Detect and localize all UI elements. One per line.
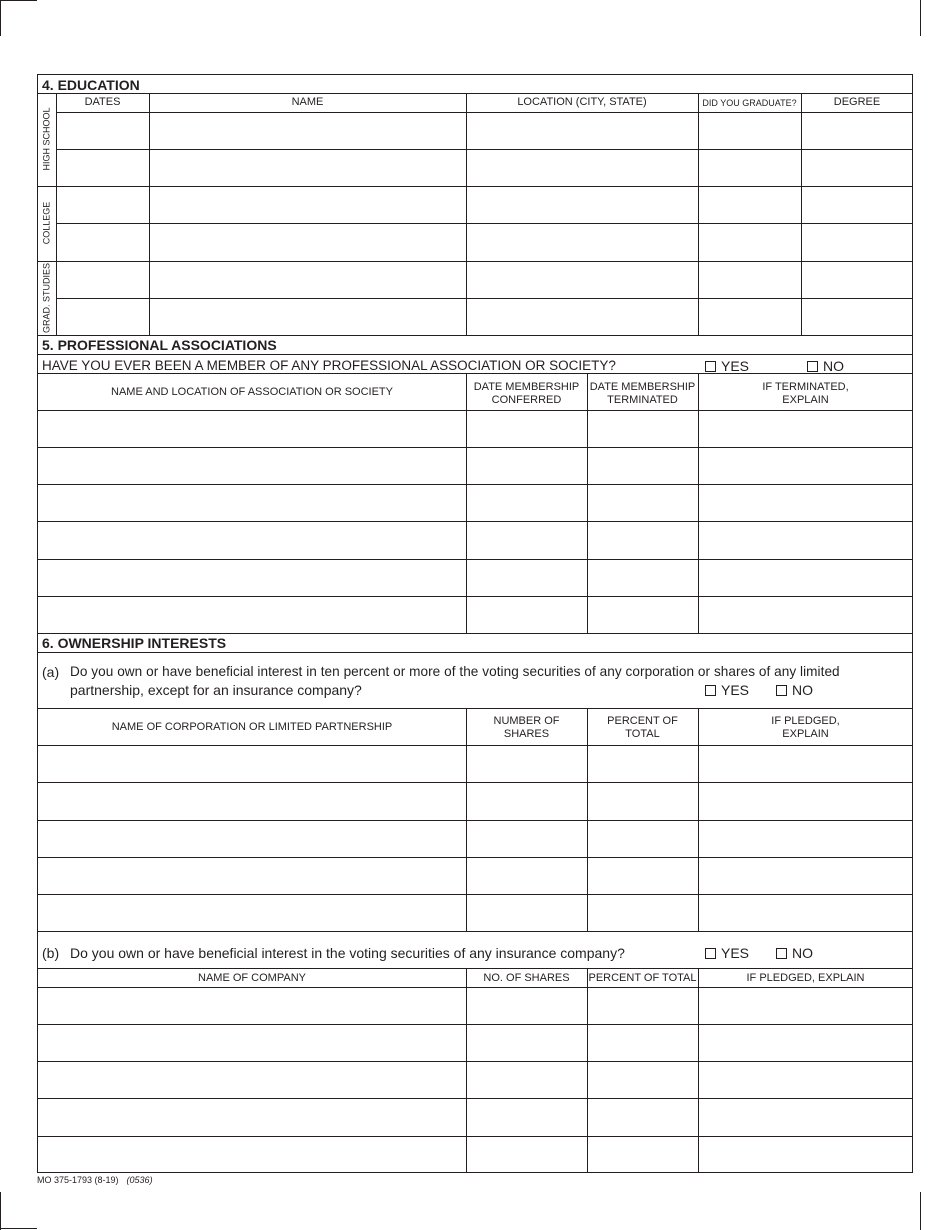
yes-label: YES	[721, 358, 750, 374]
yes-checkbox[interactable]	[705, 948, 716, 959]
header-date-conferred-line1: DATE MEMBERSHIP	[473, 381, 580, 393]
company-row[interactable]	[39, 1025, 912, 1061]
header-if-pledged-line2: EXPLAIN	[782, 728, 829, 740]
header-corporation-name: NAME OF CORPORATION OR LIMITED PARTNERSHIP	[111, 721, 393, 733]
header-no-of-shares: NO. OF SHARES	[483, 972, 570, 984]
form-footer	[37, 1175, 153, 1185]
form-number: MO 375-1793 (8-19)	[37, 1175, 119, 1185]
header-date-terminated-line2: TERMINATED	[607, 394, 678, 406]
crop-mark	[920, 1192, 921, 1230]
no-label: NO	[792, 945, 813, 961]
section-6-title: 6. OWNERSHIP INTERESTS	[42, 635, 227, 651]
association-row[interactable]	[39, 522, 912, 559]
ownership-a-line1: Do you own or have beneficial interest in ten percent or more of the voting securities of any corporation or shares of any limited	[70, 664, 840, 679]
no-label: NO	[823, 358, 844, 374]
yes-checkbox[interactable]	[705, 361, 716, 372]
header-date-conferred-line2: CONFERRED	[491, 394, 562, 406]
company-row[interactable]	[39, 1137, 912, 1173]
ownership-b-question: Do you own or have beneficial interest in the voting securities of any insurance company?	[70, 945, 625, 961]
header-date-conferred	[466, 381, 587, 407]
corporation-row[interactable]	[39, 858, 912, 894]
yes-label: YES	[721, 682, 750, 698]
education-row[interactable]	[57, 262, 912, 298]
yes-label: YES	[721, 945, 750, 961]
company-row[interactable]	[39, 1099, 912, 1136]
association-row[interactable]	[39, 411, 912, 447]
header-degree: DEGREE	[833, 96, 881, 108]
no-label: NO	[792, 682, 813, 698]
education-row[interactable]	[57, 299, 912, 335]
header-if-pledged-explain: IF PLEDGED, EXPLAIN	[746, 972, 865, 984]
association-question: HAVE YOU EVER BEEN A MEMBER OF ANY PROFESSIONAL ASSOCIATION OR SOCIETY?	[42, 358, 616, 373]
header-percent-of-total	[587, 715, 698, 741]
header-if-terminated	[698, 381, 913, 407]
header-if-terminated-line1: IF TERMINATED,	[762, 381, 849, 393]
yes-checkbox[interactable]	[705, 685, 716, 696]
group-label-grad-studies: GRAD. STUDIES	[41, 262, 52, 334]
section-5-title: 5. PROFESSIONAL ASSOCIATIONS	[42, 337, 277, 353]
corporation-row[interactable]	[39, 783, 912, 820]
crop-mark	[920, 0, 921, 36]
company-row[interactable]	[39, 1062, 912, 1098]
no-checkbox[interactable]	[776, 685, 787, 696]
header-percent-of-total-line1: PERCENT OF	[607, 715, 678, 727]
association-yes-option[interactable]	[705, 359, 749, 373]
group-label-college: COLLEGE	[41, 201, 52, 245]
education-row[interactable]	[57, 113, 912, 149]
crop-mark	[0, 0, 1, 36]
header-percent-of-total-line2: TOTAL	[625, 728, 660, 740]
no-checkbox[interactable]	[807, 361, 818, 372]
ownership-a-label: (a)	[42, 664, 60, 680]
header-percent-total: PERCENT OF TOTAL	[588, 972, 697, 984]
header-association-name: NAME AND LOCATION OF ASSOCIATION OR SOCIETY	[111, 386, 393, 398]
header-if-pledged-line1: IF PLEDGED,	[771, 715, 840, 727]
header-location: LOCATION (CITY, STATE)	[517, 96, 647, 108]
header-number-of-shares-line1: NUMBER OF	[493, 715, 560, 727]
header-date-terminated-line1: DATE MEMBERSHIP	[589, 381, 696, 393]
header-name: NAME	[291, 96, 324, 108]
no-checkbox[interactable]	[776, 948, 787, 959]
education-row[interactable]	[57, 224, 912, 261]
crop-mark	[0, 0, 37, 1]
company-row[interactable]	[39, 988, 912, 1024]
header-if-pledged	[698, 715, 913, 741]
ownership-b-yes-option[interactable]	[705, 946, 749, 960]
association-no-option[interactable]	[807, 359, 844, 373]
group-label-high-school: HIGH SCHOOL	[41, 107, 52, 171]
association-row[interactable]	[39, 485, 912, 521]
education-row[interactable]	[57, 187, 912, 223]
application-form	[37, 74, 913, 1173]
ownership-a-no-option[interactable]	[776, 683, 813, 697]
crop-mark	[0, 1228, 37, 1229]
header-date-terminated	[587, 381, 698, 407]
ownership-b-label: (b)	[42, 945, 60, 961]
header-if-terminated-line2: EXPLAIN	[782, 394, 829, 406]
header-company-name: NAME OF COMPANY	[198, 972, 306, 984]
education-row[interactable]	[57, 150, 912, 186]
association-row[interactable]	[39, 597, 912, 633]
ownership-b-no-option[interactable]	[776, 946, 813, 960]
corporation-row[interactable]	[39, 746, 912, 782]
corporation-row[interactable]	[39, 895, 912, 931]
corporation-row[interactable]	[39, 821, 912, 857]
crop-mark	[0, 1192, 1, 1230]
header-number-of-shares	[466, 715, 587, 741]
form-code: (0536)	[126, 1175, 153, 1185]
header-dates: DATES	[84, 96, 121, 108]
section-4-title: 4. EDUCATION	[42, 77, 140, 93]
association-row[interactable]	[39, 448, 912, 484]
ownership-a-line2: partnership, except for an insurance company?	[70, 682, 362, 698]
header-number-of-shares-line2: SHARES	[503, 728, 550, 740]
header-did-you-graduate: DID YOU GRADUATE?	[702, 98, 797, 108]
ownership-a-yes-option[interactable]	[705, 683, 749, 697]
association-row[interactable]	[39, 560, 912, 596]
